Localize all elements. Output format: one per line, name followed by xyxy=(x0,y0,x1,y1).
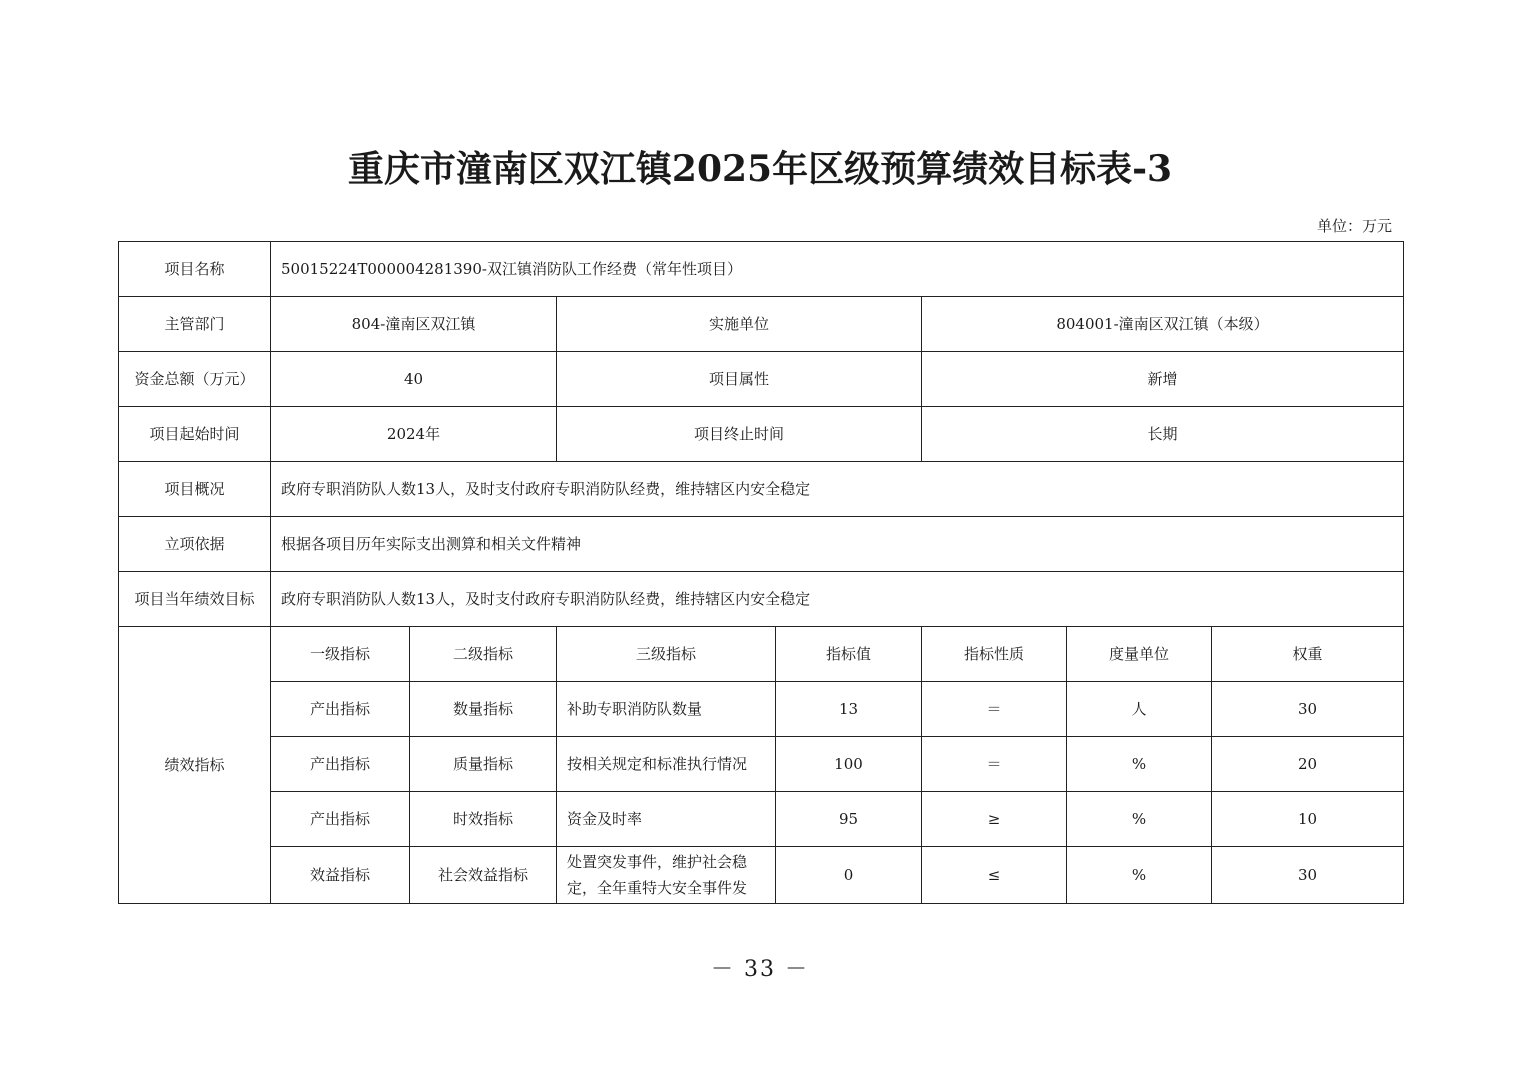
indicators-section-label: 绩效指标 xyxy=(119,627,271,904)
row-department xyxy=(119,297,1404,352)
row-period xyxy=(119,407,1404,462)
end-label: 项目终止时间 xyxy=(557,407,922,462)
end-value: 长期 xyxy=(922,407,1404,462)
level2-cell: 质量指标 xyxy=(410,737,557,792)
level3-cell: 资金及时率 xyxy=(557,792,776,847)
nature-cell: ＝ xyxy=(922,737,1067,792)
level2-cell: 数量指标 xyxy=(410,682,557,737)
level1-cell: 效益指标 xyxy=(271,847,410,904)
project-name-label: 项目名称 xyxy=(119,242,271,297)
attr-label: 项目属性 xyxy=(557,352,922,407)
unit-cell: % xyxy=(1067,792,1212,847)
value-cell: 100 xyxy=(776,737,922,792)
level1-cell: 产出指标 xyxy=(271,792,410,847)
level3-cell: 补助专职消防队数量 xyxy=(557,682,776,737)
row-basis xyxy=(119,517,1404,572)
start-value: 2024年 xyxy=(271,407,557,462)
row-overview xyxy=(119,462,1404,517)
impl-value: 804001-潼南区双江镇（本级） xyxy=(922,297,1404,352)
table-row xyxy=(119,792,1404,847)
table-row xyxy=(119,682,1404,737)
dept-value: 804-潼南区双江镇 xyxy=(271,297,557,352)
weight-cell: 30 xyxy=(1212,847,1404,904)
impl-label: 实施单位 xyxy=(557,297,922,352)
value-cell: 95 xyxy=(776,792,922,847)
attr-value: 新增 xyxy=(922,352,1404,407)
level3-cell xyxy=(557,847,776,904)
unit-cell: % xyxy=(1067,737,1212,792)
table-row xyxy=(119,737,1404,792)
table-row xyxy=(119,847,1404,904)
page-number: － 33 － xyxy=(711,957,809,982)
header-level3: 三级指标 xyxy=(557,627,776,682)
level2-cell: 社会效益指标 xyxy=(410,847,557,904)
goal-value: 政府专职消防队人数13人，及时支付政府专职消防队经费，维持辖区内安全稳定 xyxy=(271,572,1404,627)
basis-value: 根据各项目历年实际支出测算和相关文件精神 xyxy=(271,517,1404,572)
level2-cell: 时效指标 xyxy=(410,792,557,847)
value-cell: 13 xyxy=(776,682,922,737)
overview-label: 项目概况 xyxy=(119,462,271,517)
level1-cell: 产出指标 xyxy=(271,737,410,792)
level1-cell: 产出指标 xyxy=(271,682,410,737)
header-nature: 指标性质 xyxy=(922,627,1067,682)
level3-text: 处置突发事件，维护社会稳定，全年重特大安全事件发 xyxy=(567,853,748,897)
unit-label: 单位：万元 xyxy=(1316,217,1392,235)
unit-cell: % xyxy=(1067,847,1212,904)
weight-cell: 10 xyxy=(1212,792,1404,847)
row-project-name xyxy=(119,242,1404,297)
nature-cell: ≤ xyxy=(922,847,1067,904)
goal-label: 项目当年绩效目标 xyxy=(119,572,271,627)
fund-value: 40 xyxy=(271,352,557,407)
start-label: 项目起始时间 xyxy=(119,407,271,462)
header-unit: 度量单位 xyxy=(1067,627,1212,682)
row-goal xyxy=(119,572,1404,627)
header-value: 指标值 xyxy=(776,627,922,682)
level3-cell: 按相关规定和标准执行情况 xyxy=(557,737,776,792)
header-level1: 一级指标 xyxy=(271,627,410,682)
fund-label: 资金总额（万元） xyxy=(119,352,271,407)
value-cell: 0 xyxy=(776,847,922,904)
row-fund xyxy=(119,352,1404,407)
dept-label: 主管部门 xyxy=(119,297,271,352)
header-weight: 权重 xyxy=(1212,627,1404,682)
budget-performance-table xyxy=(118,241,1404,904)
nature-cell: ≥ xyxy=(922,792,1067,847)
header-level2: 二级指标 xyxy=(410,627,557,682)
unit-cell: 人 xyxy=(1067,682,1212,737)
indicator-header-row xyxy=(119,627,1404,682)
weight-cell: 30 xyxy=(1212,682,1404,737)
project-name-value: 50015224T000004281390-双江镇消防队工作经费（常年性项目） xyxy=(271,242,1404,297)
overview-value: 政府专职消防队人数13人，及时支付政府专职消防队经费，维持辖区内安全稳定 xyxy=(271,462,1404,517)
nature-cell: ＝ xyxy=(922,682,1067,737)
basis-label: 立项依据 xyxy=(119,517,271,572)
document-title: 重庆市潼南区双江镇2025年区级预算绩效目标表-3 xyxy=(347,148,1173,190)
weight-cell: 20 xyxy=(1212,737,1404,792)
